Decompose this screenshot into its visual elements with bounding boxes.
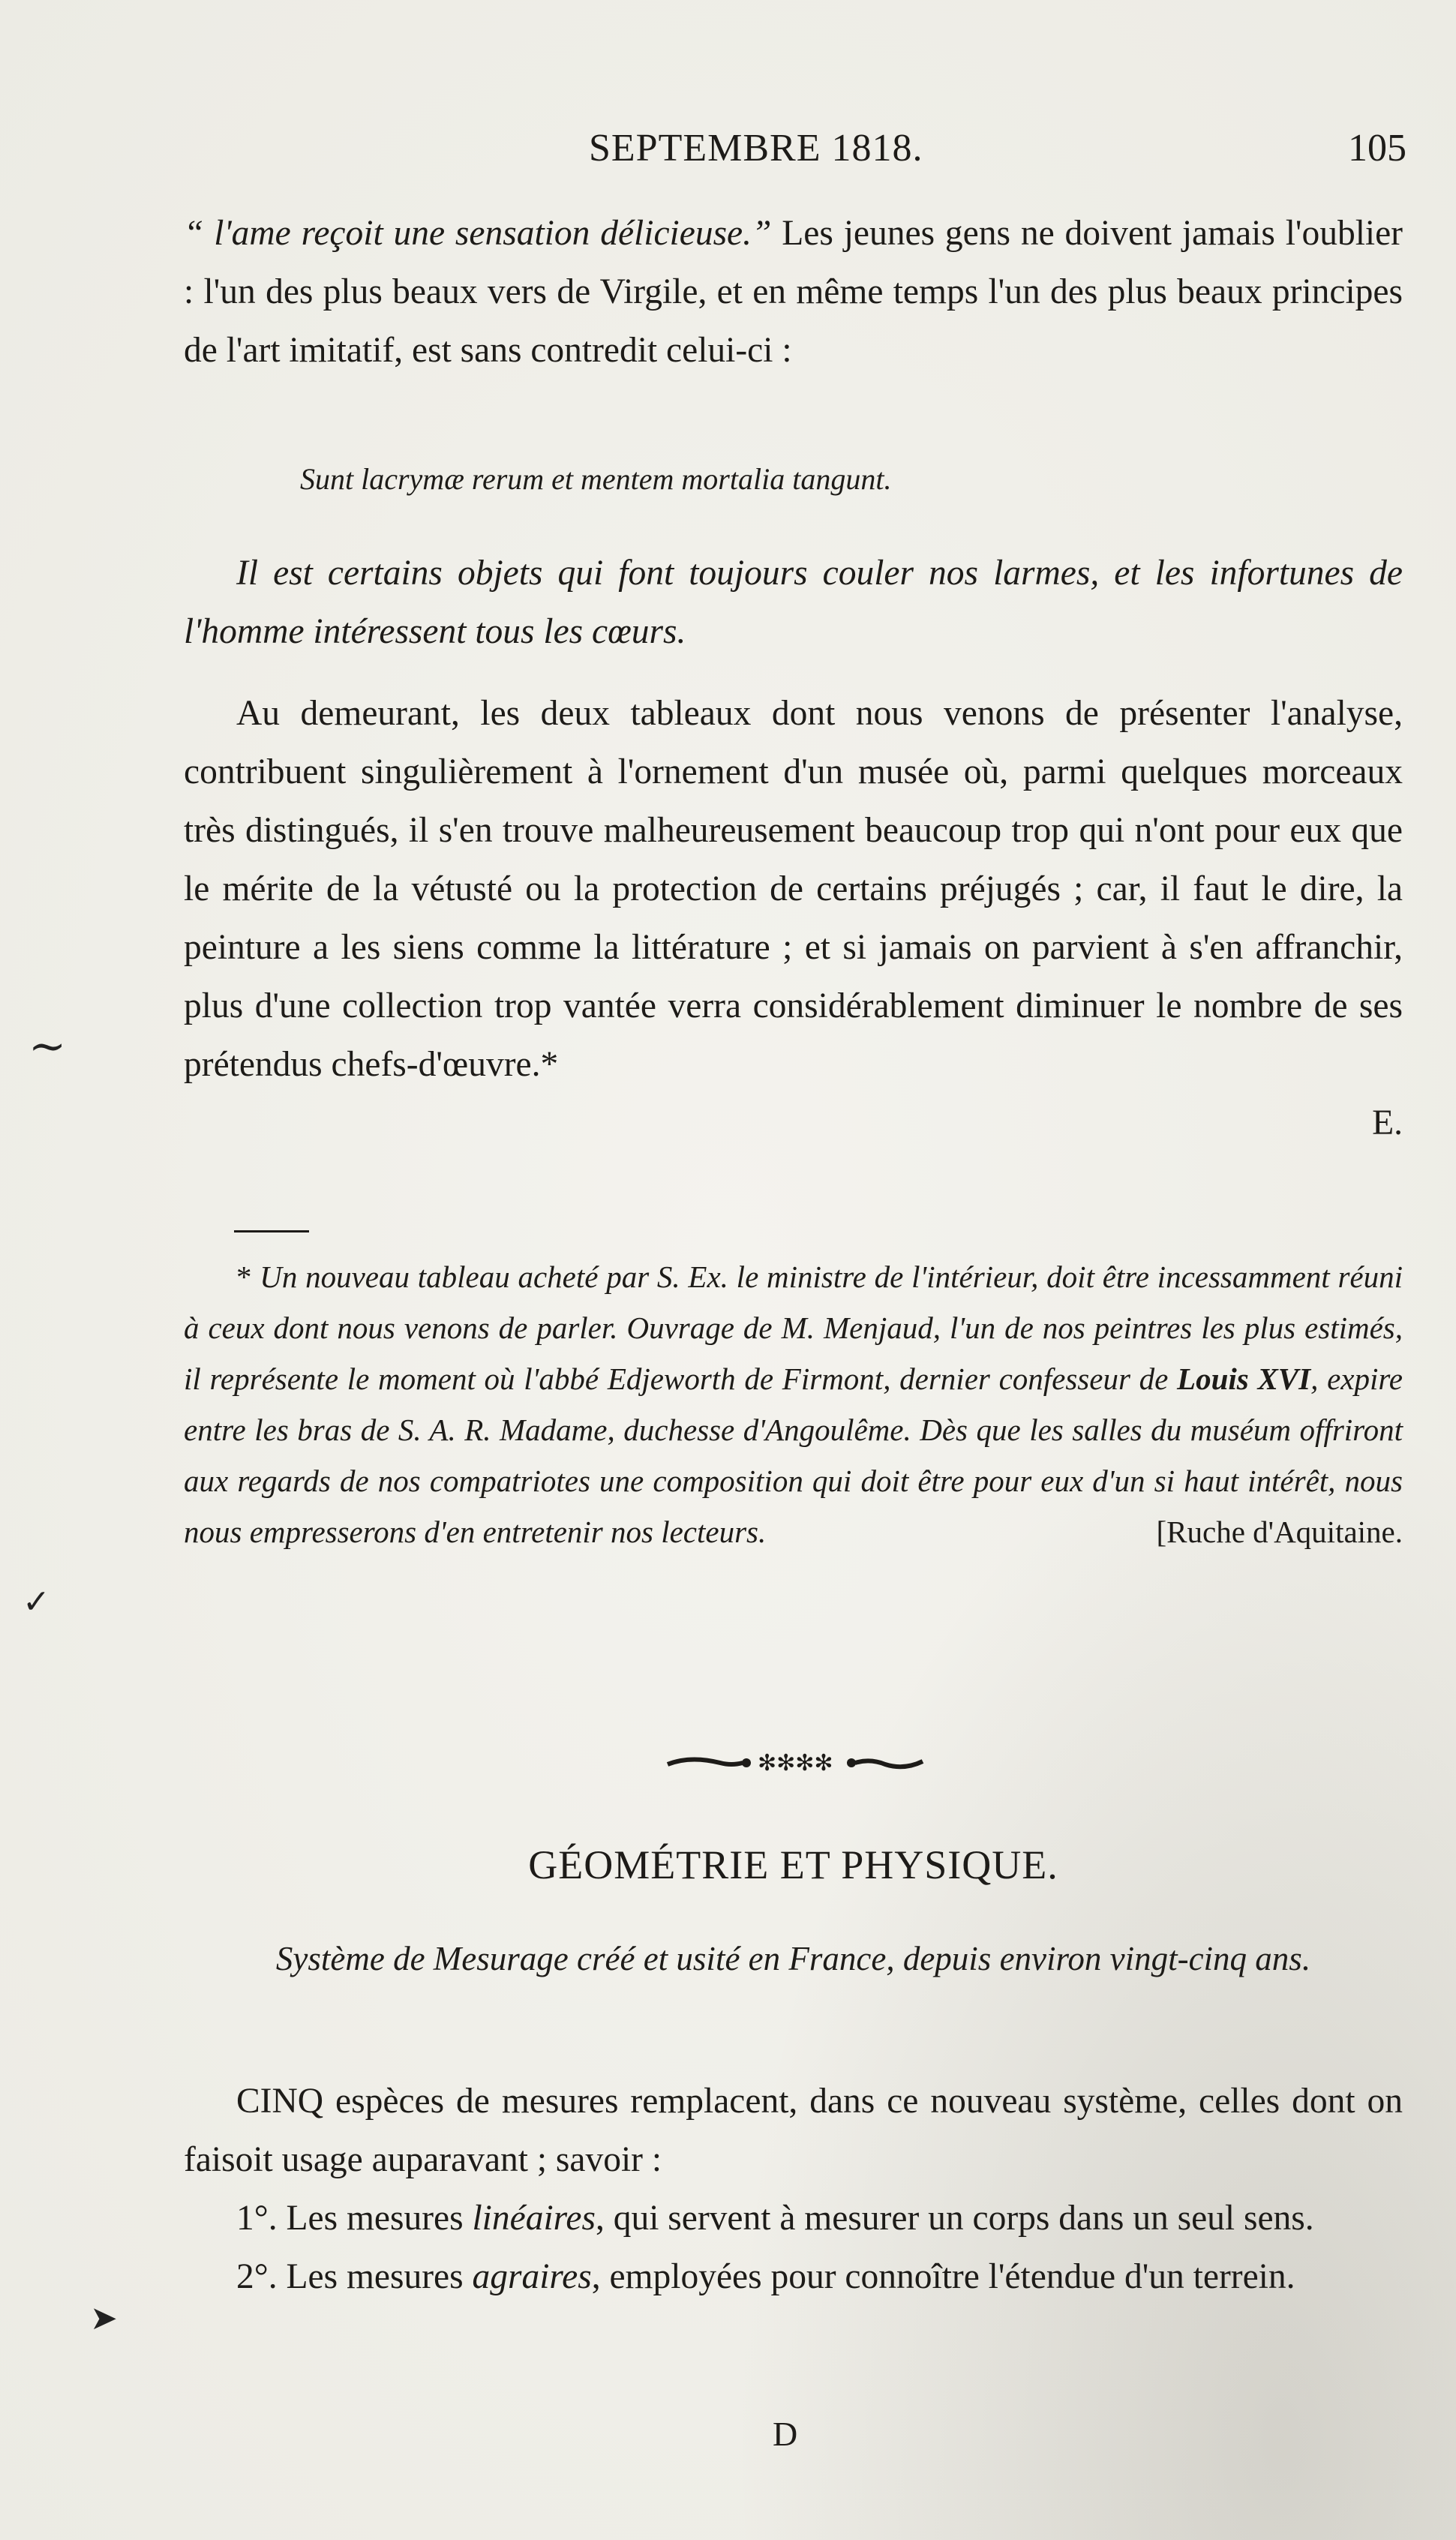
- footnote-text-2: , expire entre les bras de S. A. R. Madame, duchesse d'Angoulême. Dès que les salles du muséum offriront aux regards de nos compatriotes une composition qui doit être pour eux d'un si haut intérêt, nous nous empresserons d'en entretenir nos lecteurs.: [184, 1362, 1403, 1549]
- margin-arrow-icon: ➤: [90, 2299, 118, 2337]
- ornament-divider-icon: [660, 1748, 930, 1778]
- margin-check-icon: ✓: [23, 1583, 50, 1621]
- footnote-source: [Ruche d'Aquitaine.: [1156, 1515, 1403, 1549]
- page-number: 105: [1348, 127, 1406, 170]
- footnote-mark: *: [236, 1259, 252, 1294]
- paragraph-text: Les jeunes gens ne doivent jamais l'oublier : l'un des plus beaux vers de Virgile, et en même temps l'un des plus beaux principes de l'art imitatif, est sans contredit celui-ci :: [184, 214, 1403, 370]
- signature: E.: [1372, 1103, 1403, 1142]
- section-title: GÉOMÉTRIE ET PHYSIQUE.: [528, 1842, 1058, 1887]
- footnote-rule: [234, 1230, 309, 1232]
- catchword: D: [773, 2415, 798, 2453]
- running-head: SEPTEMBRE 1818.: [589, 127, 923, 170]
- margin-scribble-icon: ~: [29, 1020, 67, 1073]
- page-header: [184, 126, 1406, 186]
- footnote: [184, 1251, 1403, 1557]
- list-item-linear: 1°. Les mesures linéaires, qui servent à mesurer un corps dans un seul sens.: [236, 2199, 1314, 2238]
- list-item-agrarian: 2°. Les mesures agraires, employées pour connoître l'étendue d'un terrein.: [236, 2257, 1295, 2296]
- latin-quote: Sunt lacrymæ rerum et mentem mortalia tangunt.: [300, 462, 892, 496]
- translation-paragraph: [184, 544, 1403, 661]
- paragraph-text: CINQ espèces de mesures remplacent, dans ce nouveau système, celles dont on faisoit usage auparavant ; savoir :: [184, 2082, 1403, 2179]
- translation-text: Il est certains objets qui font toujours couler nos larmes, et les infortunes de l'homme intéressent tous les cœurs.: [184, 554, 1403, 651]
- footnote-bold-name: Louis XVI: [1177, 1362, 1311, 1396]
- signature-line: [184, 1094, 1403, 1152]
- paragraph-museum: [184, 684, 1403, 1152]
- italic-quote-end: “ l'ame reçoit une sensation délicieuse.”: [184, 214, 772, 253]
- paragraph-virgil: [184, 204, 1403, 380]
- footnote-text-1: Un nouveau tableau acheté par S. Ex. le ministre de l'intérieur, doit être incessamment réuni à ceux dont nous venons de parler. Ouvrage de M. Menjaud, l'un de nos peintres les plus estimés, il représente le moment où l'abbé Edjeworth de Firmont, dernier confesseur de: [184, 1259, 1403, 1396]
- section-subtitle: Système de Mesurage créé et usité en France, depuis environ vingt-cinq ans.: [275, 1940, 1311, 1977]
- paragraph-text: Au demeurant, les deux tableaux dont nous venons de présenter l'analyse, contribuent singulièrement à l'ornement d'un musée où, parmi quelques morceaux très distingués, il s'en trouve malheureusement beaucoup trop qui n'ont pour eux que le mérite de la vétusté ou la protection de certains préjugés ; car, il faut le dire, la peinture a les siens comme la littérature ; et si jamais on parvient à s'en affranchir, plus d'une collection trop vantée verra considérablement diminuer le nombre de ses prétendus chefs-d'œuvre.*: [184, 694, 1403, 1084]
- svg-text:✻✻✻✻: ✻✻✻✻: [758, 1750, 833, 1776]
- paragraph-measures: [184, 2072, 1403, 2306]
